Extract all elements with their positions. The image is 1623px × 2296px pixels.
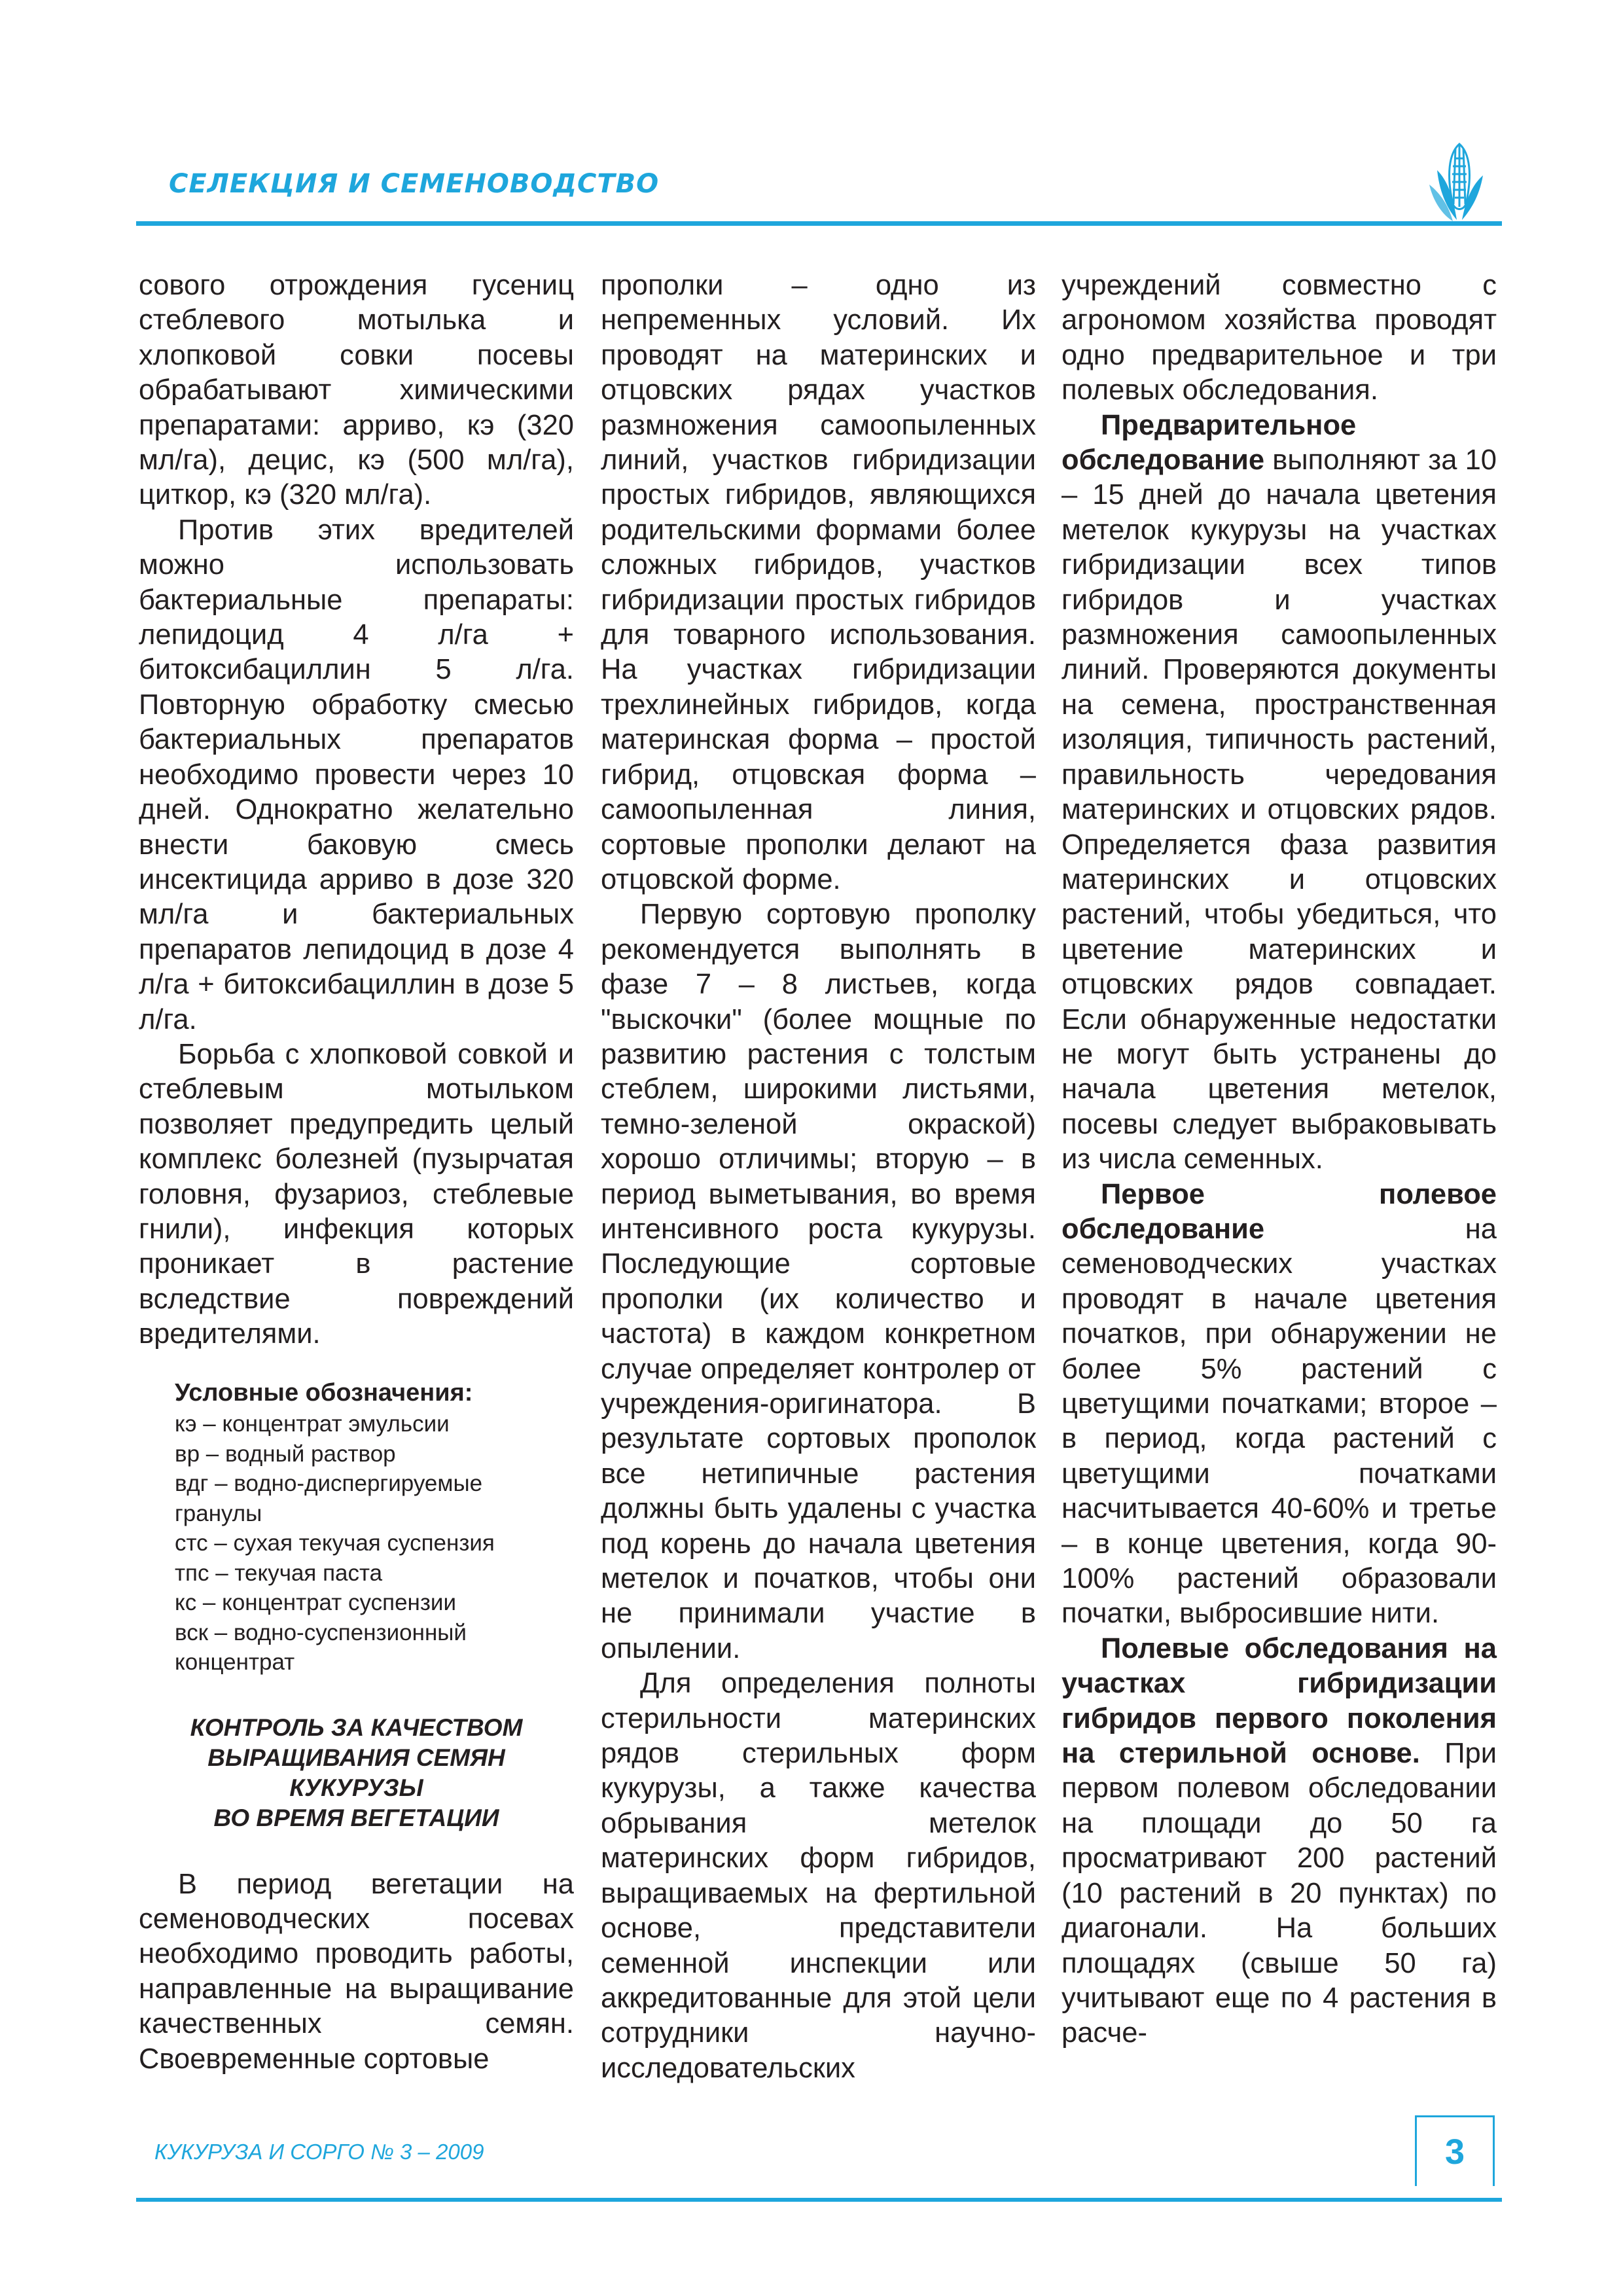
heading-line: ВО ВРЕМЯ ВЕГЕТАЦИИ xyxy=(213,1804,499,1831)
run-in-heading: Полевые обследования на участках гибридизации гибридов первого поколения на стерильной основе. xyxy=(1061,1632,1497,1770)
corn-cob-icon xyxy=(1427,139,1492,224)
section-title: СЕЛЕКЦИЯ И СЕМЕНОВОДСТВО xyxy=(169,169,660,199)
section-heading xyxy=(139,1713,574,1833)
paragraph: Для определения полноты стерильности материнских рядов стерильных форм кукурузы, а также качества обрывания метелок материнских форм гибридов, выращиваемых на фертильной основе, представители семенной инспекции или аккредитованные для этой цели сотрудники научно-исследовательских xyxy=(601,1668,1036,2084)
column-2 xyxy=(601,268,1036,2086)
legend-item: вр – водный раствор xyxy=(175,1441,396,1467)
legend-item: кс – концентрат суспензии xyxy=(175,1590,457,1616)
paragraph: Первую сортовую прополку рекомендуется выполнять в фазе 7 – 8 листьев, когда "выскочки" (более мощные по развитию растения с толстым стеблем, широкими листьями, темно-зеленой окраской) хорошо отличимы; вторую – в период выметывания, во время интенсивного роста кукурузы. Последующие сортовые прополки (их количество и частота) в каждом конкретном случае определяет контролер от учреждения-оригинатора. В результате сортовых прополок все нетипичные растения должны быть удалены с участка под корень до начала цветения метелок и початков, чтобы они не принимали участие в опылении. xyxy=(601,899,1036,1664)
paragraph: прополки – одно из непременных условий. Их проводят на материнских и отцовских рядах участков размножения самоопыленных линий, участков гибридизации простых гибридов, являющихся родительскими формами более сложных гибридов, участков гибридизации простых гибридов для товарного использования. На участках гибридизации трехлинейных гибридов, когда материнская форма – простой гибрид, отцовская форма – самоопыленная линия, сортовые прополки делают на отцовской форме. xyxy=(601,270,1036,895)
paragraph-text: на семеноводческих участках проводят в начале цветения початков, при обнаружении не более 5% растений с цветущими початками; второе – в период, когда растений с цветущими початками насчитывается 40-60% и третье – в конце цветения, когда 90-100% растений образовали початки, выбросившие нити. xyxy=(1061,1213,1497,1630)
page-number: 3 xyxy=(1415,2115,1495,2186)
header-rule xyxy=(136,221,1502,226)
heading-line: КУКУРУЗЫ xyxy=(289,1774,423,1801)
heading-line: КОНТРОЛЬ ЗА КАЧЕСТВОМ xyxy=(190,1713,523,1741)
column-3 xyxy=(1061,268,1497,2051)
legend-item: кэ – концентрат эмульсии xyxy=(175,1411,450,1437)
paragraph-text: выполняют за 10 – 15 дней до начала цветения метелок кукурузы на участках гибридизации всех типов гибридов и участках размножения самоопыленных линий. Проверяются документы на семена, пространственная изоляция, типичность растений, правильность чередования материнских и отцовских рядов. Определяется фаза развития материнских и отцовских растений, чтобы убедиться, что цветение материнских и отцовских рядов совпадает. Если обнаруженные недостатки не могут быть устранены до начала цветения метелок, посевы следует выбраковывать из числа семенных. xyxy=(1061,444,1497,1175)
paragraph: Против этих вредителей можно использовать бактериальные препараты: лепидоцид 4 л/га + битоксибациллин 5 л/га. Повторную обработку смесью бактериальных препаратов необходимо провести через 10 дней. Однократно желательно внести баковую смесь инсектицида арриво в дозе 320 мл/га и бактериальных препаратов лепидоцид в дозе 4 л/га + битоксибациллин в дозе 5 л/га. xyxy=(139,514,574,1035)
legend-item: вдг – водно-диспергируемые гранулы xyxy=(175,1471,483,1526)
journal-title: КУКУРУЗА И СОРГО № 3 – 2009 xyxy=(154,2140,484,2164)
legend-item: тпс – текучая паста xyxy=(175,1560,383,1586)
legend-title: Условные обозначения: xyxy=(175,1378,473,1407)
paragraph: В период вегетации на семеноводческих посевах необходимо проводить работы, направленные на выращивание качественных семян. Своевременные сортовые xyxy=(139,1868,574,2075)
paragraph: учреждений совместно с агрономом хозяйства проводят одно предварительное и три полевых обследования. xyxy=(1061,270,1497,406)
paragraph xyxy=(1061,1632,1497,2051)
legend-item: стс – сухая текучая суспензия xyxy=(175,1530,495,1556)
paragraph: Борьба с хлопковой совкой и стеблевым мотыльком позволяет предупредить целый комплекс болезней (пузырчатая головня, фузариоз, стеблевые гнили), инфекция которых проникает в растение вследствие повреждений вредителями. xyxy=(139,1038,574,1350)
heading-line: ВЫРАЩИВАНИЯ СЕМЯН xyxy=(207,1744,505,1771)
legend-item: вск – водно-суспензионный концентрат xyxy=(175,1619,467,1676)
run-in-heading: Первое полевое обследование xyxy=(1061,1178,1497,1245)
legend-box xyxy=(175,1378,574,1677)
footer-rule xyxy=(136,2198,1502,2202)
paragraph xyxy=(1061,1177,1497,1632)
paragraph xyxy=(1061,408,1497,1177)
column-1 xyxy=(139,268,574,2077)
paragraph-text: При первом полевом обследовании на площади до 50 га просматривают 200 растений (10 растений в 20 пунктах) по диагонали. На больших площадях (свыше 50 га) учитывают еще по 4 растения в расче- xyxy=(1061,1738,1497,2049)
run-in-heading: Предварительное обследование xyxy=(1061,409,1357,476)
paragraph: сового отрождения гусениц стеблевого мотылька и хлопковой совки посевы обрабатывают химическими препаратами: арриво, кэ (320 мл/га), децис, кэ (500 мл/га), циткор, кэ (320 мл/га). xyxy=(139,270,574,511)
